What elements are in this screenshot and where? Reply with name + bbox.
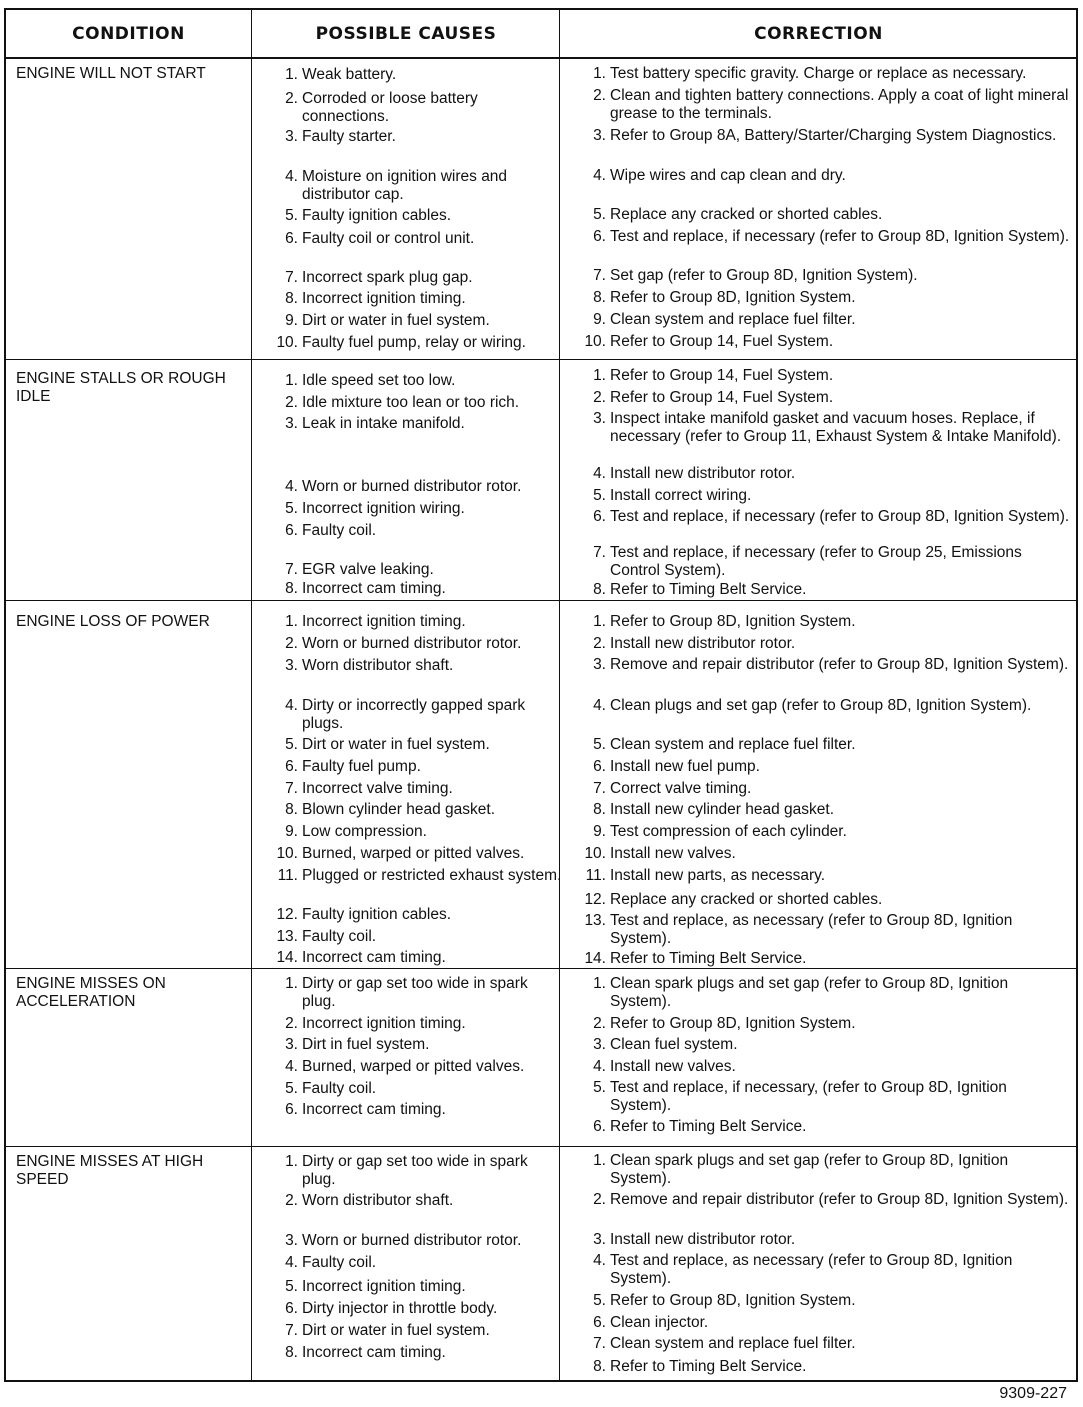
list-item: 6. Install new fuel pump. [593, 758, 760, 775]
list-item: 3. Inspect intake manifold gasket and vacuum hoses. Replace, if necessary (refer to Group 11, Exhaust System & Intake Manifold). [593, 410, 1062, 445]
list-item: 6. Faulty coil. [285, 522, 377, 539]
list-item: 7. Incorrect spark plug gap. [285, 269, 473, 286]
list-item: 2. Remove and repair distributor (refer to Group 8D, Ignition System). [593, 1191, 1069, 1208]
list-item: 12. Replace any cracked or shorted cables. [584, 891, 883, 908]
list-item: 3. Remove and repair distributor (refer to Group 8D, Ignition System). [593, 656, 1069, 673]
list-item: 4. Install new valves. [593, 1058, 736, 1075]
condition-misses-on-acceleration: ENGINE MISSES ON ACCELERATION [16, 975, 166, 1010]
list-item: 4. Clean plugs and set gap (refer to Group 8D, Ignition System). [593, 697, 1032, 714]
list-item: 5. Install correct wiring. [593, 487, 752, 504]
list-item: 8. Incorrect ignition timing. [285, 290, 466, 307]
list-item: 7. EGR valve leaking. [285, 561, 434, 578]
list-item: 3. Worn distributor shaft. [285, 657, 454, 674]
list-item: 4. Dirty or incorrectly gapped spark plugs. [285, 697, 526, 732]
list-item: 5. Refer to Group 8D, Ignition System. [593, 1292, 856, 1309]
list-item: 14. Incorrect cam timing. [276, 949, 446, 966]
list-item: 5. Dirt or water in fuel system. [285, 736, 490, 753]
list-item: 1. Clean spark plugs and set gap (refer to Group 8D, Ignition System). [593, 1152, 1009, 1187]
list-item: 5. Incorrect ignition timing. [285, 1278, 466, 1295]
list-item: 6. Test and replace, if necessary (refer to Group 8D, Ignition System). [593, 508, 1070, 525]
condition-engine-stalls: ENGINE STALLS OR ROUGH IDLE [16, 370, 226, 405]
list-item: 1. Refer to Group 14, Fuel System. [593, 367, 834, 384]
list-item: 4. Worn or burned distributor rotor. [285, 478, 522, 495]
list-item: 2. Worn or burned distributor rotor. [285, 635, 522, 652]
list-item: 4. Wipe wires and cap clean and dry. [593, 167, 846, 184]
list-item: 8. Refer to Timing Belt Service. [593, 1358, 807, 1375]
list-item: 10. Refer to Group 14, Fuel System. [584, 333, 834, 350]
list-item: 14. Refer to Timing Belt Service. [584, 950, 807, 967]
list-item: 7. Correct valve timing. [593, 780, 752, 797]
list-item: 4. Test and replace, as necessary (refer to Group 8D, Ignition System). [593, 1252, 1013, 1287]
list-item: 3. Clean fuel system. [593, 1036, 738, 1053]
list-item: 8. Refer to Timing Belt Service. [593, 581, 807, 598]
list-item: 7. Clean system and replace fuel filter. [593, 1335, 856, 1352]
list-item: 8. Incorrect cam timing. [285, 1344, 446, 1361]
list-item: 6. Refer to Timing Belt Service. [593, 1118, 807, 1135]
list-item: 1. Idle speed set too low. [285, 372, 456, 389]
list-item: 3. Dirt in fuel system. [285, 1036, 430, 1053]
list-item: 1. Refer to Group 8D, Ignition System. [593, 613, 856, 630]
list-item: 2. Install new distributor rotor. [593, 635, 796, 652]
list-item: 4. Faulty coil. [285, 1254, 377, 1271]
list-item: 3. Worn or burned distributor rotor. [285, 1232, 522, 1249]
list-item: 1. Incorrect ignition timing. [285, 613, 466, 630]
list-item: 9. Clean system and replace fuel filter. [593, 311, 856, 328]
list-item: 5. Faulty ignition cables. [285, 207, 452, 224]
list-item: 8. Install new cylinder head gasket. [593, 801, 835, 818]
header-correction: CORRECTION [754, 24, 883, 44]
list-item: 2. Clean and tighten battery connections. Apply a coat of light mineral grease to the terminals. [593, 87, 1069, 122]
list-item: 8. Refer to Group 8D, Ignition System. [593, 289, 856, 306]
list-item: 8. Blown cylinder head gasket. [285, 801, 496, 818]
list-item: 4. Moisture on ignition wires and distributor cap. [285, 168, 508, 203]
list-item: 7. Dirt or water in fuel system. [285, 1322, 490, 1339]
list-item: 3. Refer to Group 8A, Battery/Starter/Charging System Diagnostics. [593, 127, 1057, 144]
list-item: 2. Corroded or loose battery connections. [285, 90, 478, 125]
list-item: 5. Test and replace, if necessary, (refer to Group 8D, Ignition System). [593, 1079, 1007, 1114]
list-item: 6. Test and replace, if necessary (refer to Group 8D, Ignition System). [593, 228, 1070, 245]
row-divider-1 [6, 359, 1076, 360]
list-item: 6. Faulty coil or control unit. [285, 230, 475, 247]
list-item: 6. Incorrect cam timing. [285, 1101, 446, 1118]
row-divider-3 [6, 968, 1076, 969]
list-item: 1. Dirty or gap set too wide in spark plug. [285, 1153, 528, 1188]
list-item: 13. Faulty coil. [276, 928, 377, 945]
diagnosis-table [4, 8, 1078, 1382]
list-item: 2. Incorrect ignition timing. [285, 1015, 466, 1032]
list-item: 6. Clean injector. [593, 1314, 709, 1331]
figure-number: 9309-227 [999, 1385, 1067, 1402]
list-item: 11. Install new parts, as necessary. [585, 867, 826, 884]
list-item: 9. Dirt or water in fuel system. [285, 312, 490, 329]
list-item: 7. Test and replace, if necessary (refer to Group 25, Emissions Control System). [593, 544, 1022, 579]
list-item: 1. Weak battery. [285, 66, 397, 83]
list-item: 1. Test battery specific gravity. Charge or replace as necessary. [593, 65, 1027, 82]
list-item: 4. Install new distributor rotor. [593, 465, 796, 482]
list-item: 11. Plugged or restricted exhaust system. [277, 867, 562, 884]
list-item: 3. Leak in intake manifold. [285, 415, 465, 432]
list-item: 9. Test compression of each cylinder. [593, 823, 847, 840]
list-item: 13. Test and replace, as necessary (refer to Group 8D, Ignition System). [584, 912, 1013, 947]
list-item: 1. Dirty or gap set too wide in spark plug. [285, 975, 528, 1010]
row-divider-4 [6, 1146, 1076, 1147]
list-item: 2. Refer to Group 8D, Ignition System. [593, 1015, 856, 1032]
column-divider-1 [251, 10, 252, 1380]
list-item: 9. Low compression. [285, 823, 427, 840]
list-item: 10. Install new valves. [584, 845, 736, 862]
list-item: 2. Idle mixture too lean or too rich. [285, 394, 520, 411]
header-divider [6, 57, 1076, 59]
list-item: 5. Faulty coil. [285, 1080, 377, 1097]
list-item: 10. Burned, warped or pitted valves. [276, 845, 525, 862]
list-item: 3. Faulty starter. [285, 128, 396, 145]
list-item: 2. Worn distributor shaft. [285, 1192, 454, 1209]
list-item: 12. Faulty ignition cables. [276, 906, 452, 923]
header-condition: CONDITION [72, 24, 185, 44]
list-item: 2. Refer to Group 14, Fuel System. [593, 389, 834, 406]
condition-engine-loss-of-power: ENGINE LOSS OF POWER [16, 613, 210, 630]
list-item: 7. Set gap (refer to Group 8D, Ignition System). [593, 267, 918, 284]
condition-misses-at-high-speed: ENGINE MISSES AT HIGH SPEED [16, 1153, 204, 1188]
header-possible-causes: POSSIBLE CAUSES [315, 24, 497, 44]
list-item: 6. Dirty injector in throttle body. [285, 1300, 498, 1317]
list-item: 5. Replace any cracked or shorted cables. [593, 206, 883, 223]
list-item: 8. Incorrect cam timing. [285, 580, 446, 597]
list-item: 6. Faulty fuel pump. [285, 758, 421, 775]
list-item: 5. Incorrect ignition wiring. [285, 500, 465, 517]
list-item: 4. Burned, warped or pitted valves. [285, 1058, 525, 1075]
list-item: 3. Install new distributor rotor. [593, 1231, 796, 1248]
condition-engine-will-not-start: ENGINE WILL NOT START [16, 65, 206, 82]
list-item: 1. Clean spark plugs and set gap (refer to Group 8D, Ignition System). [593, 975, 1009, 1010]
list-item: 7. Incorrect valve timing. [285, 780, 453, 797]
list-item: 5. Clean system and replace fuel filter. [593, 736, 856, 753]
row-divider-2 [6, 600, 1076, 601]
list-item: 10. Faulty fuel pump, relay or wiring. [276, 334, 526, 351]
